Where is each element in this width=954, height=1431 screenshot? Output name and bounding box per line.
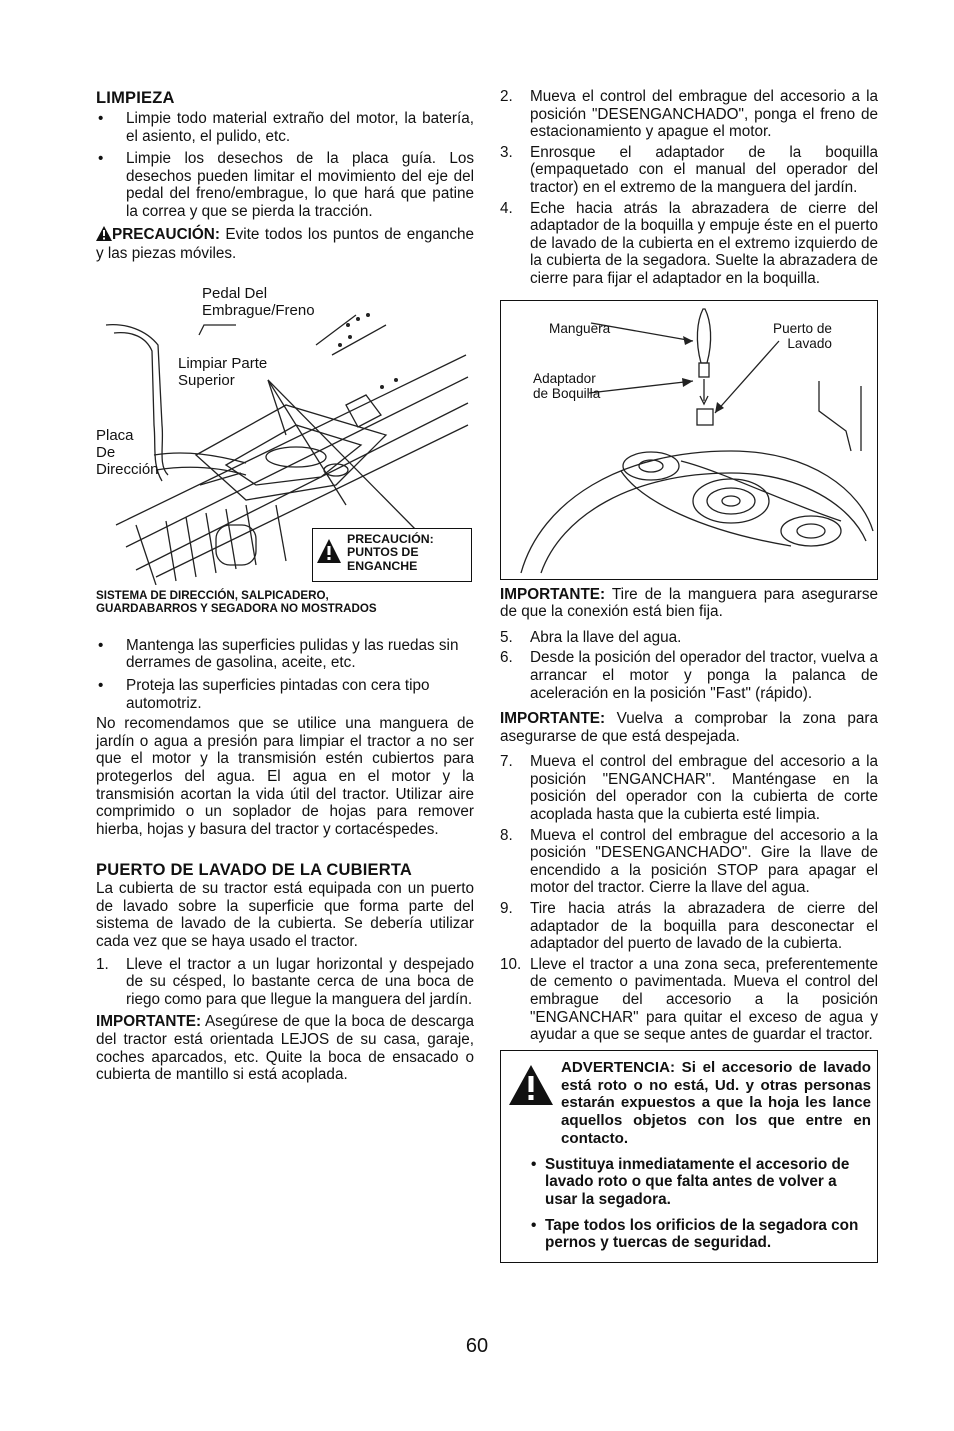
list-item bbox=[500, 649, 878, 702]
step-text: Mueva el control del embrague del accesorio a la posición "DESENGANCHADO", ponga el freno de estacionamiento y apague el motor. bbox=[530, 88, 878, 141]
section-title-puerto: PUERTO DE LAVADO DE LA CUBIERTA bbox=[96, 861, 413, 880]
step-number: 7. bbox=[500, 753, 513, 771]
step-number: 10. bbox=[500, 955, 522, 973]
list-item bbox=[500, 900, 878, 953]
list-item bbox=[96, 956, 474, 1009]
list-item bbox=[500, 629, 878, 647]
right-column bbox=[500, 88, 878, 1263]
puerto-steps-a bbox=[500, 88, 878, 288]
step-text: Lleve el tractor a un lugar horizontal y despejado de su césped, lo bastante cerca de una boca de riego como para que llegue la manguera del jardín. bbox=[126, 955, 474, 1008]
warning-list bbox=[545, 1155, 871, 1252]
step-text: Mueva el control del embrague del accesorio a la posición "DESENGANCHADO". Gire la llave de encendido a la posición STOP para apagar el motor del tractor. Cierre la llave del agua. bbox=[530, 826, 878, 897]
step-number: 3. bbox=[500, 143, 513, 161]
list-item: • Mantenga las superficies pulidas y las ruedas sin derrames de gasolina, aceite, etc. bbox=[96, 637, 474, 672]
limpieza-list bbox=[96, 110, 474, 221]
step-number: 1. bbox=[96, 955, 109, 973]
importante-label: IMPORTANTE: bbox=[96, 1013, 202, 1031]
figure-caption bbox=[96, 589, 474, 615]
hose-paragraph: No recomendamos que se utilice una manguera de jardín o agua a presión para limpiar el tractor a no ser que el motor y la transmisión estén cubiertos para protegerlos del agua. El agua en el motor y la transmisión acortan la vida útil del tractor. Utilizar aire comprimido o un soplador de hojas para remover hierba, hojas y basura del tractor y cortacéspedes. bbox=[96, 715, 474, 838]
limpiar-label: Limpiar Parte Superior bbox=[178, 354, 268, 389]
left-column bbox=[96, 88, 474, 1084]
wash-port-figure bbox=[500, 300, 878, 580]
step-text: Tire hacia atrás la abrazadera de cierre del adaptador de la boquilla para desconectar el adaptador del puerto de lavado de la cubierta. bbox=[530, 900, 878, 953]
page-number: 60 bbox=[465, 1335, 489, 1357]
list-item bbox=[500, 956, 878, 1044]
steering-plate-figure bbox=[96, 285, 474, 585]
list-item bbox=[500, 144, 878, 197]
list-item: • Sustituya inmediatamente el accesorio de lavado roto o que falta antes de volver a usar la segadora. bbox=[525, 1156, 871, 1209]
caution-line-3: ENGANCHE bbox=[347, 558, 418, 573]
puerto-label: Puerto de Lavado bbox=[773, 320, 832, 352]
puerto-steps-c bbox=[500, 753, 878, 1044]
precaucion-text: Evite todos los puntos de enganche y las piezas móviles. bbox=[96, 225, 474, 263]
step-text: Lleve el tractor a una zona seca, preferentemente de cemento o pavimentada. Mueva el control del embrague del accesorio a la posición "ENGANCHAR" para quitar el exceso de agua y ayudar a que se seque antes de guardar el tractor. bbox=[530, 955, 878, 1044]
step-number: 2. bbox=[500, 88, 513, 105]
importante-2-label: IMPORTANTE: bbox=[500, 710, 606, 728]
placa-label: Placa De Dirección bbox=[96, 426, 159, 478]
manguera-label: Manguera bbox=[549, 320, 611, 336]
puerto-intro: La cubierta de su tractor está equipada con un puerto de lavado sobre la superficie que forma parte del sistema de lavado de la cubierta. Se debería utilizar cada vez que se haya usado el tractor. bbox=[96, 880, 474, 951]
alert-triangle-icon bbox=[317, 539, 341, 563]
step-text: Mueva el control del embrague del accesorio a la posición "ENGANCHAR". Manténgase en la posición del operador con la cubierta de corte acoplada hasta que la cubierta esté limpia. bbox=[530, 753, 878, 824]
caption-line-2: GUARDABARROS Y SEGADORA NO MOSTRADOS bbox=[96, 601, 377, 615]
precaucion-label: PRECAUCIÓN: bbox=[112, 225, 220, 243]
caption-line-1: SISTEMA DE DIRECCIÓN, SALPICADERO, bbox=[96, 588, 329, 602]
caution-box bbox=[312, 528, 472, 582]
list-item: • Tape todos los orificios de la segadora con pernos y tuercas de seguridad. bbox=[525, 1217, 871, 1252]
puerto-steps-b bbox=[500, 629, 878, 702]
caution-line-1: PRECAUCIÓN: bbox=[347, 531, 434, 546]
list-item bbox=[500, 88, 878, 141]
step-number: 4. bbox=[500, 199, 513, 217]
step-text: Enrosque el adaptador de la boquilla (empaquetado con el manual del operador del tractor) en el extremo de la manguera del jardín. bbox=[530, 143, 878, 196]
adaptador-label: Adaptador de Boquilla bbox=[533, 370, 601, 402]
step-number: 6. bbox=[500, 649, 513, 667]
list-item: • Limpie los desechos de la placa guía. Los desechos pueden limitar el movimiento del eje del pedal del freno/embrague, lo que hará que patine la correa y que se pierda la tracción. bbox=[96, 150, 474, 220]
step-number: 9. bbox=[500, 900, 513, 918]
precaucion-paragraph bbox=[96, 226, 474, 263]
alert-triangle-icon bbox=[96, 226, 112, 246]
list-item bbox=[500, 200, 878, 288]
step-text: Abra la llave del agua. bbox=[530, 628, 682, 646]
importante-2-text: Vuelva a comprobar la zona para asegurarse de que está despejada. bbox=[500, 710, 878, 745]
list-item: • Proteja las superficies pintadas con cera tipo automotriz. bbox=[96, 677, 474, 712]
importante-1-text: Tire de la manguera para asegurarse de que la conexión está bien fija. bbox=[500, 585, 878, 621]
caution-line-2: PUNTOS DE bbox=[347, 545, 419, 560]
importante-2-paragraph bbox=[500, 710, 878, 745]
importante-paragraph bbox=[96, 1013, 474, 1083]
warning-box bbox=[500, 1050, 878, 1263]
step-number: 8. bbox=[500, 826, 513, 844]
step-text: Eche hacia atrás la abrazadera de cierre del adaptador de la boquilla y empuje éste en el puerto de lavado de la cubierta en el extremo izquierdo de la cubierta de la segadora. Suelte la abrazadera de cierre para fijar el adaptador en la boquilla. bbox=[530, 199, 878, 287]
step-number: 5. bbox=[500, 628, 513, 646]
puerto-steps-left bbox=[96, 956, 474, 1009]
section-title-limpieza: LIMPIEZA bbox=[96, 89, 175, 107]
importante-text: Asegúrese de que la boca de descarga del tractor está orientada LEJOS de su casa, garaje, coches aparcados, etc. Quite la boca de ensacado o cubierta de mantillo si está acoplada. bbox=[96, 1013, 474, 1084]
importante-1-label: IMPORTANTE: bbox=[500, 585, 606, 603]
list-item bbox=[500, 827, 878, 897]
warning-triangle-icon bbox=[509, 1065, 553, 1110]
list-item bbox=[500, 753, 878, 823]
care-list bbox=[96, 637, 474, 712]
step-text: Desde la posición del operador del tractor, vuelva a arrancar el motor y ponga la palanca de aceleración en la posición "Fast" (rápido). bbox=[530, 649, 878, 702]
warning-text: ADVERTENCIA: Si el accesorio de lavado está roto o no está, Ud. y otras personas estarán expuestos a que la hoja les lance aquellos objetos con los que entre en contacto. bbox=[561, 1058, 871, 1147]
pedal-label: Pedal Del Embrague/Freno bbox=[202, 284, 315, 319]
list-item: • Limpie todo material extraño del motor, la batería, el asiento, el pulido, etc. bbox=[96, 110, 474, 145]
importante-1-paragraph bbox=[500, 586, 878, 621]
